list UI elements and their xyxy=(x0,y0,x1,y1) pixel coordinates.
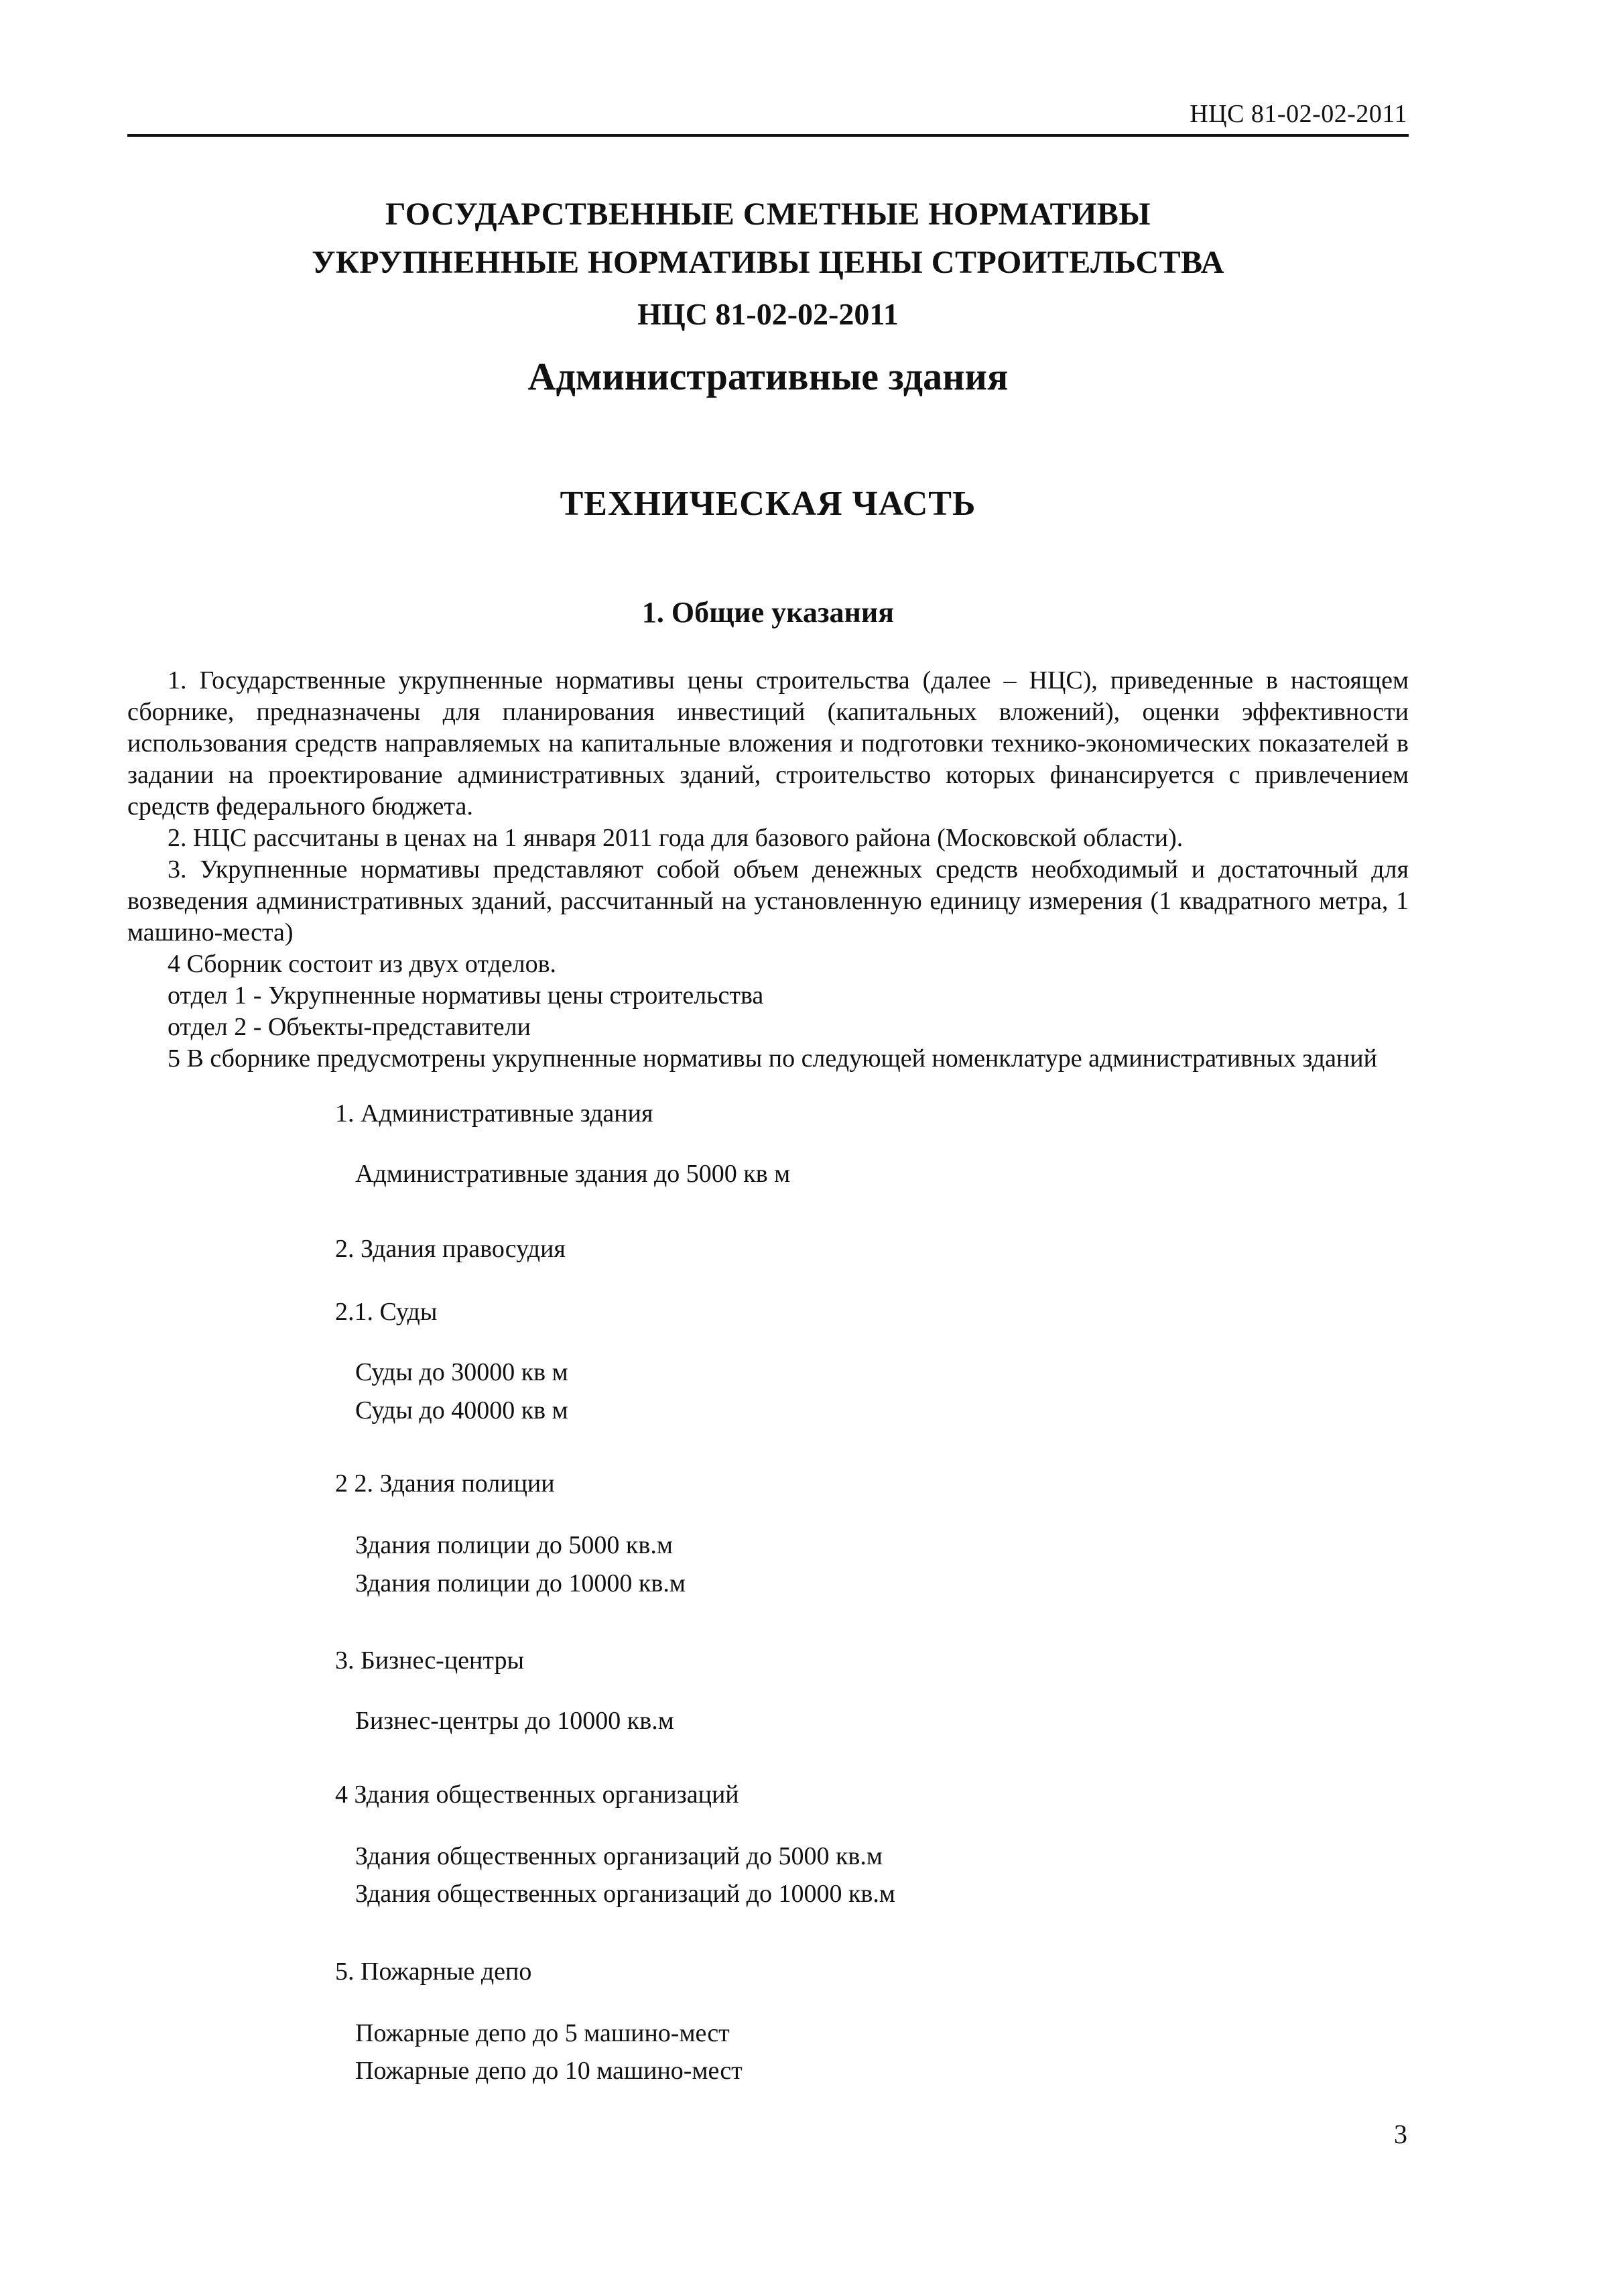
paragraph-4-division-2: отдел 2 - Объекты-представители xyxy=(168,1013,531,1041)
paragraph-5: 5 В сборнике предусмотрены укрупненные нормативы по следующей номенклатуре административных зданий xyxy=(168,1044,1377,1073)
list-group-2-1: 2.1. Суды xyxy=(335,1298,438,1326)
list-group-2-2: 2 2. Здания полиции xyxy=(335,1469,555,1498)
list-item: Суды до 40000 кв м xyxy=(355,1396,568,1425)
part-title: ТЕХНИЧЕСКАЯ ЧАСТЬ xyxy=(560,485,976,523)
list-item: Административные здания до 5000 кв м xyxy=(355,1160,791,1188)
running-header-code: НЦС 81-02-02-2011 xyxy=(1190,100,1407,128)
list-group-3: 3. Бизнес-центры xyxy=(335,1646,524,1675)
paragraph-4-division-1: отдел 1 - Укрупненные нормативы цены строительства xyxy=(168,981,764,1010)
list-group-4: 4 Здания общественных организаций xyxy=(335,1780,739,1809)
list-item: Здания полиции до 5000 кв.м xyxy=(355,1531,673,1559)
list-item: Здания общественных организаций до 10000 кв.м xyxy=(355,1880,895,1908)
list-item: Пожарные депо до 10 машино-мест xyxy=(355,2057,743,2085)
section-title: 1. Общие указания xyxy=(641,596,895,629)
list-item: Здания общественных организаций до 5000 кв.м xyxy=(355,1842,883,1870)
list-item: Здания полиции до 10000 кв.м xyxy=(355,1569,686,1597)
document-title: Административные здания xyxy=(527,355,1009,398)
page-number: 3 xyxy=(1394,2119,1407,2149)
list-item: Суды до 30000 кв м xyxy=(355,1358,568,1386)
paragraph-1: 1. Государственные укрупненные нормативы цены строительства (далее – НЦС), приведенные в настоящем сборнике, предназначены для планирования инвестиций (капитальных вложений), оценки эффективности использования средств направляемых на капитальные вложения и подготовки технико-экономических показателей в задании на проектирование административных зданий, строительство которых финансируется с привлечением средств федерального бюджета. xyxy=(127,666,1409,821)
title-line-1: ГОСУДАРСТВЕННЫЕ СМЕТНЫЕ НОРМАТИВЫ xyxy=(385,196,1151,232)
list-group-1: 1. Административные здания xyxy=(335,1099,653,1128)
paragraph-2: 2. НЦС рассчитаны в ценах на 1 января 2011 года для базового района (Московской области). xyxy=(168,824,1184,852)
paragraph-4: 4 Сборник состоит из двух отделов. xyxy=(168,950,557,978)
title-line-2: УКРУПНЕННЫЕ НОРМАТИВЫ ЦЕНЫ СТРОИТЕЛЬСТВА xyxy=(312,245,1224,280)
paragraph-3: 3. Укрупненные нормативы представляют собой объем денежных средств необходимый и достаточный для возведения административных зданий, рассчитанный на установленную единицу измерения (1 квадратного метра, 1 машино-места) xyxy=(127,855,1409,947)
list-group-2: 2. Здания правосудия xyxy=(335,1235,566,1263)
title-code: НЦС 81-02-02-2011 xyxy=(637,297,899,331)
general-provisions xyxy=(127,665,1409,1075)
list-item: Пожарные депо до 5 машино-мест xyxy=(355,2019,730,2047)
list-group-5: 5. Пожарные депо xyxy=(335,1957,532,1986)
header-rule xyxy=(127,134,1409,137)
list-item: Бизнес-центры до 10000 кв.м xyxy=(355,1707,674,1735)
